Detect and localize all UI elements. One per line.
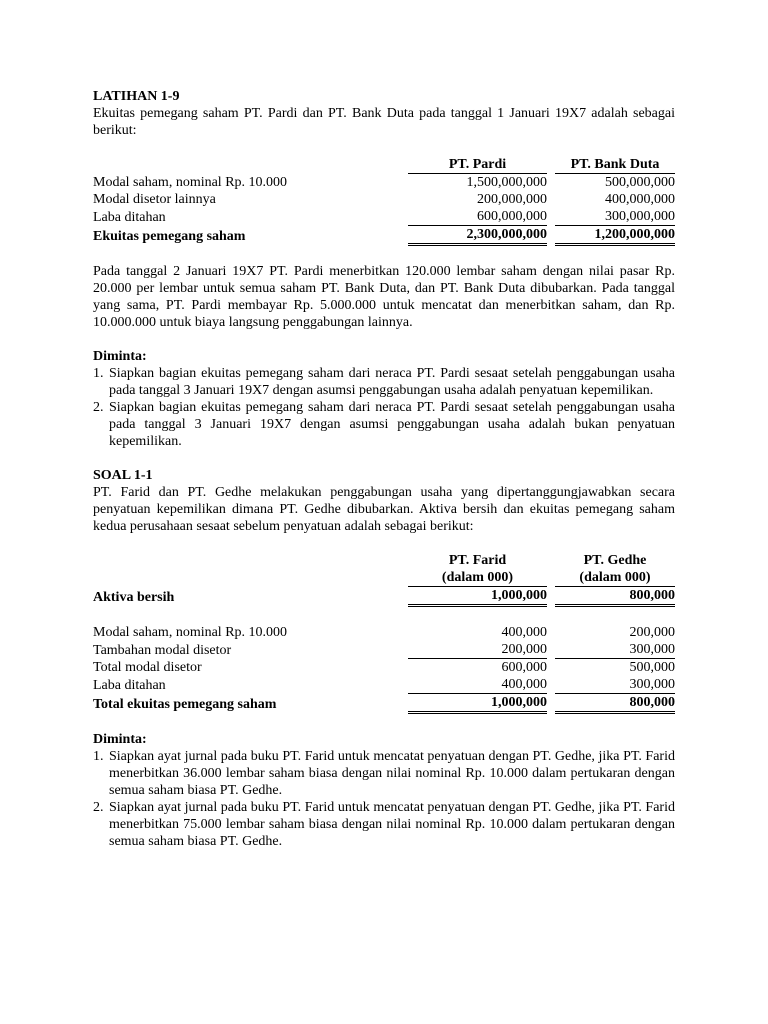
list-item	[93, 799, 675, 850]
table-aktiva-row	[93, 587, 675, 606]
list-item	[93, 748, 675, 799]
table-row	[93, 174, 675, 192]
cell-value: 1,200,000,000	[555, 226, 675, 245]
latihan-title: LATIHAN 1-9	[93, 89, 180, 104]
table-total-row	[93, 226, 675, 245]
list-item-number: 2.	[93, 400, 104, 415]
list-item-text: Siapkan ayat jurnal pada buku PT. Farid untuk mencatat penyatuan dengan PT. Gedhe, jika PT. Farid menerbitkan 75.000 lembar saham biasa dengan nilai nominal Rp. 10.000 dalam pertukaran dengan semua saham biasa PT. Gedhe.	[109, 800, 675, 849]
cell-value: 300,000	[555, 641, 675, 659]
cell-value: 400,000	[501, 625, 547, 640]
list-item-text: Siapkan bagian ekuitas pemegang saham dari neraca PT. Pardi sesaat setelah penggabungan usaha pada tanggal 3 Januari 19X7 dengan asumsi penggabungan usaha adalah penyatuan kepemilikan.	[109, 366, 675, 398]
soal-diminta-label: Diminta:	[93, 732, 147, 747]
table-row	[93, 191, 675, 208]
cell-value: 200,000,000	[477, 192, 547, 207]
soal-equity-table	[93, 552, 675, 714]
cell-value: 800,000	[555, 694, 675, 713]
column-subheader: (dalam 000)	[441, 570, 514, 585]
soal-intro: PT. Farid dan PT. Gedhe melakukan penggabungan usaha yang dipertanggungjawabkan secara penyatuan kepemilikan dimana PT. Gedhe dibubarkan. Aktiva bersih dan ekuitas pemegang saham kedua perusahaan sesaat sebelum penyatuan adalah sebagai berikut:	[93, 485, 675, 534]
row-label: Aktiva bersih	[93, 589, 175, 605]
table-header-row	[93, 552, 675, 569]
list-item-number: 2.	[93, 800, 104, 815]
column-header: PT. Bank Duta	[570, 157, 660, 172]
row-label: Total modal disetor	[93, 660, 202, 675]
table-row	[93, 208, 675, 226]
cell-value: 1,000,000	[408, 587, 547, 606]
list-item-text: Siapkan bagian ekuitas pemegang saham dari neraca PT. Pardi sesaat setelah penggabungan usaha pada tanggal 3 Januari 19X7 dengan asumsi penggabungan usaha adalah bukan penyatuan kepemilikan.	[109, 400, 675, 449]
cell-value: 200,000	[629, 625, 675, 640]
cell-value: 400,000	[408, 676, 547, 694]
table-subheader-row	[93, 569, 675, 587]
latihan-task-list	[93, 365, 675, 450]
table-row	[93, 659, 675, 677]
row-label: Modal saham, nominal Rp. 10.000	[93, 625, 288, 640]
row-label: Ekuitas pemegang saham	[93, 228, 246, 244]
row-label: Total ekuitas pemegang saham	[93, 696, 277, 712]
cell-value: 1,000,000	[408, 694, 547, 713]
document-content	[93, 88, 675, 850]
row-label: Tambahan modal disetor	[93, 642, 232, 658]
list-item-number: 1.	[93, 366, 104, 381]
cell-value: 300,000,000	[555, 208, 675, 226]
table-row	[93, 676, 675, 694]
cell-value: 300,000	[555, 676, 675, 694]
row-label: Laba ditahan	[93, 209, 166, 225]
list-item-number: 1.	[93, 749, 104, 764]
latihan-equity-table	[93, 156, 675, 246]
cell-value: 500,000,000	[555, 174, 675, 192]
list-item	[93, 365, 675, 399]
soal-title: SOAL 1-1	[93, 468, 153, 483]
cell-value: 2,300,000,000	[408, 226, 547, 245]
cell-value: 600,000,000	[408, 208, 547, 226]
row-label: Modal saham, nominal Rp. 10.000	[93, 175, 288, 190]
row-label: Modal disetor lainnya	[93, 192, 216, 207]
table-total-row	[93, 694, 675, 713]
cell-value: 400,000,000	[605, 192, 675, 207]
latihan-intro: Ekuitas pemegang saham PT. Pardi dan PT. Bank Duta pada tanggal 1 Januari 19X7 adalah sebagai berikut:	[93, 106, 675, 138]
column-header: PT. Farid	[448, 553, 507, 568]
latihan-diminta-label: Diminta:	[93, 349, 147, 364]
list-item	[93, 399, 675, 450]
latihan-paragraph: Pada tanggal 2 Januari 19X7 PT. Pardi menerbitkan 120.000 lembar saham dengan nilai pasar Rp. 20.000 per lembar untuk semua saham PT. Bank Duta, dan PT. Bank Duta dibubarkan. Pada tanggal yang sama, PT. Pardi membayar Rp. 5.000.000 untuk mencatat dan menerbitkan saham, dan Rp. 10.000.000 untuk biaya langsung penggabungan lainnya.	[93, 264, 675, 330]
cell-value: 600,000	[501, 660, 547, 675]
column-subheader: (dalam 000)	[579, 570, 651, 585]
cell-value: 1,500,000,000	[408, 174, 547, 192]
soal-task-list	[93, 748, 675, 850]
table-row	[93, 624, 675, 641]
list-item-text: Siapkan ayat jurnal pada buku PT. Farid untuk mencatat penyatuan dengan PT. Gedhe, jika PT. Farid menerbitkan 36.000 lembar saham biasa dengan nilai nominal Rp. 10.000 dalam pertukaran dengan semua saham biasa PT. Gedhe.	[109, 749, 675, 798]
column-header: PT. Gedhe	[583, 553, 647, 568]
cell-value: 200,000	[408, 641, 547, 659]
row-label: Laba ditahan	[93, 677, 166, 693]
cell-value: 500,000	[629, 660, 675, 675]
table-header-row	[93, 156, 675, 174]
cell-value: 800,000	[555, 587, 675, 606]
column-header: PT. Pardi	[448, 157, 507, 172]
table-row	[93, 641, 675, 659]
